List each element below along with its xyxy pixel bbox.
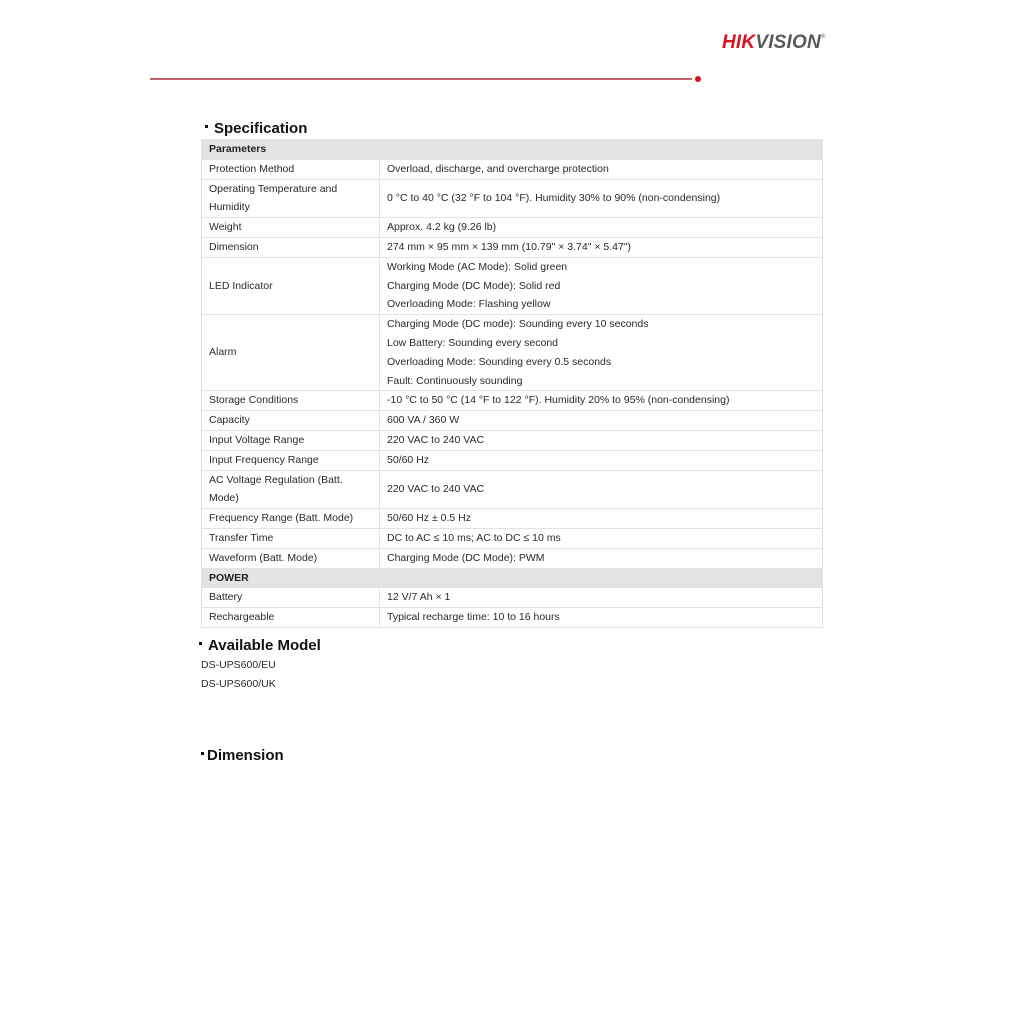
hikvision-logo	[722, 32, 826, 54]
spec-value	[380, 391, 823, 411]
spec-value-line: Working Mode (AC Mode): Solid green	[387, 260, 568, 273]
table-row	[202, 218, 823, 238]
spec-value-line: 220 VAC to 240 VAC	[387, 433, 485, 446]
table-group-row	[202, 140, 823, 160]
table-row	[202, 237, 823, 257]
spec-value-line: 50/60 Hz ± 0.5 Hz	[387, 512, 471, 525]
spec-key: Frequency Range (Batt. Mode)	[202, 509, 380, 529]
group-header: POWER	[202, 568, 823, 588]
spec-key: AC Voltage Regulation (Batt. Mode)	[202, 470, 380, 509]
spec-value-line: Overloading Mode: Sounding every 0.5 seconds	[387, 355, 612, 368]
spec-key: Operating Temperature and Humidity	[202, 179, 380, 218]
available-model-heading	[199, 637, 321, 654]
spec-value	[380, 509, 823, 529]
logo-registered-mark: ®	[820, 34, 826, 40]
spec-value	[380, 430, 823, 450]
table-row	[202, 179, 823, 218]
dimension-title: Dimension	[207, 747, 284, 764]
spec-value-line: Charging Mode (DC Mode): Solid red	[387, 279, 561, 292]
spec-key: Battery	[202, 588, 380, 608]
spec-value-line: 274 mm × 95 mm × 139 mm (10.79" × 3.74" × 5.47")	[387, 240, 632, 253]
bullet-icon	[205, 125, 208, 128]
spec-key: Rechargeable	[202, 608, 380, 628]
spec-value-line: Charging Mode (DC Mode): PWM	[387, 551, 545, 564]
spec-value	[380, 470, 823, 509]
spec-value-line: DC to AC ≤ 10 ms; AC to DC ≤ 10 ms	[387, 531, 561, 544]
spec-value-line: Typical recharge time: 10 to 16 hours	[387, 611, 560, 624]
spec-value-line: 50/60 Hz	[387, 453, 430, 466]
table-row	[202, 548, 823, 568]
logo-hik: HIK	[722, 32, 756, 53]
available-model-title: Available Model	[208, 637, 321, 654]
spec-key: Transfer Time	[202, 528, 380, 548]
model-item: DS-UPS600/UK	[201, 677, 276, 690]
spec-value	[380, 179, 823, 218]
spec-value	[380, 257, 823, 314]
table-row	[202, 509, 823, 529]
table-row	[202, 450, 823, 470]
spec-key: Alarm	[202, 315, 380, 391]
spec-key: Input Frequency Range	[202, 450, 380, 470]
table-row	[202, 430, 823, 450]
spec-key: Input Voltage Range	[202, 430, 380, 450]
spec-value	[380, 548, 823, 568]
table-row	[202, 411, 823, 431]
model-item: DS-UPS600/EU	[201, 659, 276, 671]
table-row	[202, 159, 823, 179]
table-row	[202, 315, 823, 391]
specification-heading	[205, 120, 307, 137]
spec-value	[380, 528, 823, 548]
specification-table	[201, 139, 823, 628]
spec-value-line: Overload, discharge, and overcharge protection	[387, 162, 609, 175]
header-divider-line	[150, 78, 692, 80]
spec-value-line: Charging Mode (DC mode): Sounding every 10 seconds	[387, 318, 649, 331]
table-row	[202, 391, 823, 411]
spec-key: Weight	[202, 218, 380, 238]
table-group-row	[202, 568, 823, 588]
table-row	[202, 470, 823, 509]
spec-value-line: 220 VAC to 240 VAC	[387, 482, 485, 495]
bullet-icon	[199, 642, 202, 645]
spec-value-line: Approx. 4.2 kg (9.26 lb)	[387, 221, 497, 234]
header-divider-dot	[695, 76, 701, 82]
table-row	[202, 257, 823, 314]
spec-value	[380, 159, 823, 179]
spec-key: Protection Method	[202, 159, 380, 179]
spec-key: Waveform (Batt. Mode)	[202, 548, 380, 568]
spec-value	[380, 450, 823, 470]
group-header: Parameters	[202, 140, 823, 160]
spec-value	[380, 218, 823, 238]
spec-value-line: 12 V/7 Ah × 1	[387, 591, 451, 604]
table-row	[202, 608, 823, 628]
spec-value	[380, 315, 823, 391]
specification-title: Specification	[214, 120, 308, 137]
spec-value-line: 0 °C to 40 °C (32 °F to 104 °F). Humidity 30% to 90% (non-condensing)	[387, 191, 721, 204]
spec-value	[380, 588, 823, 608]
table-row	[202, 588, 823, 608]
spec-value-line: -10 °C to 50 °C (14 °F to 122 °F). Humidity 20% to 95% (non-condensing)	[387, 394, 730, 407]
spec-value	[380, 237, 823, 257]
spec-value-line: Low Battery: Sounding every second	[387, 336, 559, 349]
model-list	[201, 656, 276, 693]
spec-value-line: Overloading Mode: Flashing yellow	[387, 298, 551, 311]
spec-key: Storage Conditions	[202, 391, 380, 411]
dimension-heading	[201, 747, 284, 764]
logo-vision: VISION	[755, 32, 821, 53]
spec-value-line: 600 VA / 360 W	[387, 414, 460, 427]
table-row	[202, 528, 823, 548]
spec-value	[380, 411, 823, 431]
spec-value	[380, 608, 823, 628]
spec-key: Capacity	[202, 411, 380, 431]
bullet-icon	[201, 752, 204, 755]
spec-key: Dimension	[202, 237, 380, 257]
spec-key: LED Indicator	[202, 257, 380, 314]
spec-value-line: Fault: Continuously sounding	[387, 374, 523, 387]
